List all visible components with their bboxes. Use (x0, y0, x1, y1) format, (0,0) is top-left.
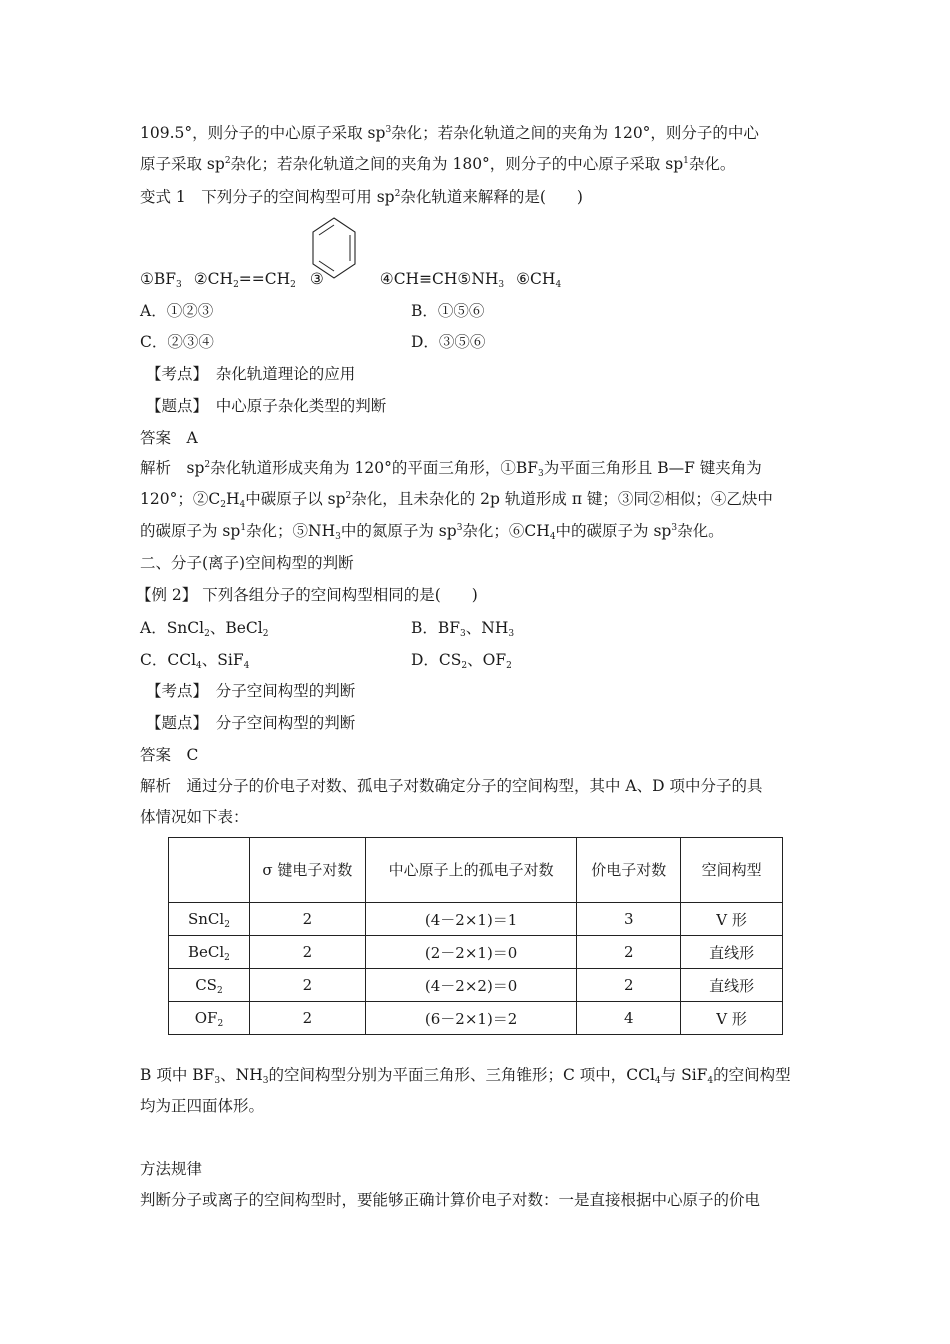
shape-cell: V 形 (681, 903, 783, 936)
example2-analysis-line-1: 解析 通过分子的价电子对数、孤电子对数确定分子的空间构型，其中 A、D 项中分子的具 (140, 777, 763, 795)
subscript: 3 (262, 1076, 269, 1086)
text: A．SnCl (140, 619, 205, 637)
superscript: 2 (224, 156, 231, 166)
subscript: 2 (224, 953, 230, 963)
example2-analysis-line-2: 体情况如下表： (140, 808, 249, 826)
example2-answer: 答案 C (140, 746, 199, 764)
text: ②CH (193, 270, 234, 288)
intro-line-1 (140, 122, 759, 144)
text: 、NH (465, 619, 509, 637)
subscript: 4 (555, 280, 562, 290)
subscript: 3 (214, 1076, 221, 1086)
table-header-cell: 价电子对数 (577, 838, 681, 903)
sigma-cell: 2 (249, 1002, 365, 1035)
text: 、NH (220, 1066, 263, 1084)
example2-option-c (140, 649, 249, 671)
superscript: 2 (394, 189, 401, 199)
text: 与 SiF (660, 1066, 708, 1084)
electron-pair-table (168, 837, 783, 1035)
variant1-stem (140, 186, 583, 208)
section-2-title: 二、分子(离子)空间构型的判断 (140, 554, 354, 572)
superscript: 1 (683, 156, 689, 166)
shape-cell: 直线形 (681, 936, 783, 969)
subscript: 4 (196, 661, 202, 671)
table-header-row (169, 838, 783, 903)
subscript: 2 (224, 920, 230, 930)
molecule-cell (169, 903, 250, 936)
text: D．CS (411, 651, 462, 669)
subscript: 4 (243, 661, 250, 671)
text: ③ (309, 270, 324, 288)
variant1-option-b: B．①⑤⑥ (411, 302, 485, 320)
table-row (169, 969, 783, 1002)
subscript: 2 (220, 500, 226, 510)
example2-kaodian: 【考点】 分子空间构型的判断 (146, 682, 356, 700)
text: ==CH (238, 270, 291, 288)
table-header-cell (169, 838, 250, 903)
valence-pair-cell: 3 (577, 903, 681, 936)
shape-cell: 直线形 (681, 969, 783, 1002)
text: 解析 sp (140, 459, 205, 477)
text: 、OF (467, 651, 507, 669)
example2-option-b (411, 617, 514, 639)
intro-line-2 (140, 153, 735, 175)
valence-pair-cell: 4 (577, 1002, 681, 1035)
text: ⑥CH (516, 270, 556, 288)
text: 、BeCl (209, 619, 263, 637)
text: B．BF (411, 619, 461, 637)
lone-pair-cell: (4－2×2)＝0 (365, 969, 577, 1002)
text: 的空间构型分别为平面三角形、三角锥形；C 项中，CCl (268, 1066, 655, 1084)
subscript: 4 (654, 1076, 661, 1086)
variant1-analysis-line-2 (140, 488, 773, 510)
subscript: 3 (498, 280, 505, 290)
text: B 项中 BF (140, 1066, 215, 1084)
subscript: 2 (262, 629, 269, 639)
method-text: 判断分子或离子的空间构型时，要能够正确计算价电子对数：一是直接根据中心原子的价电 (140, 1191, 761, 1209)
text: 的碳原子为 sp (140, 522, 241, 540)
text: 杂化；⑤NH (246, 522, 336, 540)
subscript: 4 (707, 1076, 714, 1086)
text: BeCl (187, 943, 225, 961)
text: 杂化轨道形成夹角为 120°的平面三角形，①BF (210, 459, 539, 477)
text: 中碳原子以 sp (245, 490, 346, 508)
table-header-cell: 中心原子上的孤电子对数 (365, 838, 577, 903)
header-text: σ 键电子对数 (262, 861, 353, 879)
example2-option-d (411, 649, 512, 671)
subscript: 3 (335, 532, 341, 542)
text: OF (194, 1009, 218, 1027)
example2-tidian: 【题点】 分子空间构型的判断 (146, 714, 356, 732)
table-row (169, 936, 783, 969)
variant1-kaodian: 【考点】 杂化轨道理论的应用 (146, 365, 356, 383)
variant1-option-c: C．②③④ (140, 333, 214, 351)
superscript: 3 (385, 125, 392, 135)
superscript: 2 (204, 460, 211, 470)
variant1-items (140, 268, 561, 290)
subscript: 3 (508, 629, 515, 639)
subscript: 2 (290, 280, 296, 290)
subscript: 4 (239, 500, 246, 510)
text: 杂化。 (688, 155, 736, 173)
table-row (169, 1002, 783, 1035)
method-title: 方法规律 (140, 1160, 203, 1178)
text: SnCl (187, 910, 225, 928)
text: 杂化，且未杂化的 2p 轨道形成 π 键；③同②相似；④乙炔中 (351, 490, 773, 508)
table-header-cell (249, 838, 365, 903)
molecule-cell (169, 969, 250, 1002)
subscript: 2 (461, 661, 468, 671)
text: 杂化；若杂化轨道之间的夹角为 180°，则分子的中心原子采取 sp (230, 155, 684, 173)
variant1-option-a: A．①②③ (140, 302, 214, 320)
subscript: 2 (233, 280, 239, 290)
subscript: 2 (204, 629, 210, 639)
valence-pair-cell: 2 (577, 936, 681, 969)
text: 109.5°，则分子的中心原子采取 sp (140, 124, 386, 142)
subscript: 3 (538, 469, 544, 479)
superscript: 1 (240, 523, 247, 533)
table-row (169, 903, 783, 936)
text: 原子采取 sp (140, 155, 225, 173)
lone-pair-cell: (2－2×1)＝0 (365, 936, 577, 969)
shape-cell: V 形 (681, 1002, 783, 1035)
text: C．CCl (140, 651, 197, 669)
subscript: 4 (549, 532, 556, 542)
text: 为平面三角形且 B—F 键夹角为 (543, 459, 762, 477)
subscript: 2 (506, 661, 512, 671)
subscript: 2 (216, 986, 223, 996)
text: 杂化；⑥CH (462, 522, 550, 540)
text: 中的碳原子为 sp (555, 522, 672, 540)
lone-pair-cell: (6－2×1)＝2 (365, 1002, 577, 1035)
text: H (225, 490, 240, 508)
example2-option-a (140, 617, 268, 639)
variant1-analysis-line-3 (140, 520, 724, 542)
text: 杂化轨道来解释的是( ) (400, 188, 583, 206)
subscript: 3 (176, 280, 182, 290)
example2-stem: 【例 2】 下列各组分子的空间构型相同的是( ) (136, 586, 478, 604)
text: 120°；②C (140, 490, 221, 508)
text: 中的氮原子为 sp (340, 522, 457, 540)
text: 杂化。 (677, 522, 724, 540)
text: CS (195, 976, 217, 994)
variant1-analysis-line-1 (140, 457, 762, 479)
text: 杂化；若杂化轨道之间的夹角为 120°，则分子的中心 (391, 124, 759, 142)
conclusion-line-2: 均为正四面体形。 (140, 1097, 265, 1115)
superscript: 2 (345, 491, 352, 501)
text: ①BF (140, 270, 177, 288)
molecule-cell (169, 1002, 250, 1035)
sigma-cell: 2 (249, 903, 365, 936)
conclusion-line-1 (140, 1064, 791, 1086)
variant1-tidian: 【题点】 中心原子杂化类型的判断 (146, 397, 387, 415)
sigma-cell: 2 (249, 969, 365, 1002)
variant1-option-d: D．③⑤⑥ (411, 333, 486, 351)
text: 变式 1 下列分子的空间构型可用 sp (140, 188, 395, 206)
subscript: 3 (460, 629, 466, 639)
text: 的空间构型 (713, 1066, 791, 1084)
text: ④CH≡CH⑤NH (379, 270, 499, 288)
text: 、SiF (201, 651, 244, 669)
superscript: 3 (671, 523, 678, 533)
valence-pair-cell: 2 (577, 969, 681, 1002)
lone-pair-cell: (4－2×1)＝1 (365, 903, 577, 936)
variant1-answer: 答案 A (140, 429, 198, 447)
superscript: 3 (456, 523, 463, 533)
sigma-cell: 2 (249, 936, 365, 969)
subscript: 2 (217, 1019, 224, 1029)
table-header-cell: 空间构型 (681, 838, 783, 903)
molecule-cell (169, 936, 250, 969)
